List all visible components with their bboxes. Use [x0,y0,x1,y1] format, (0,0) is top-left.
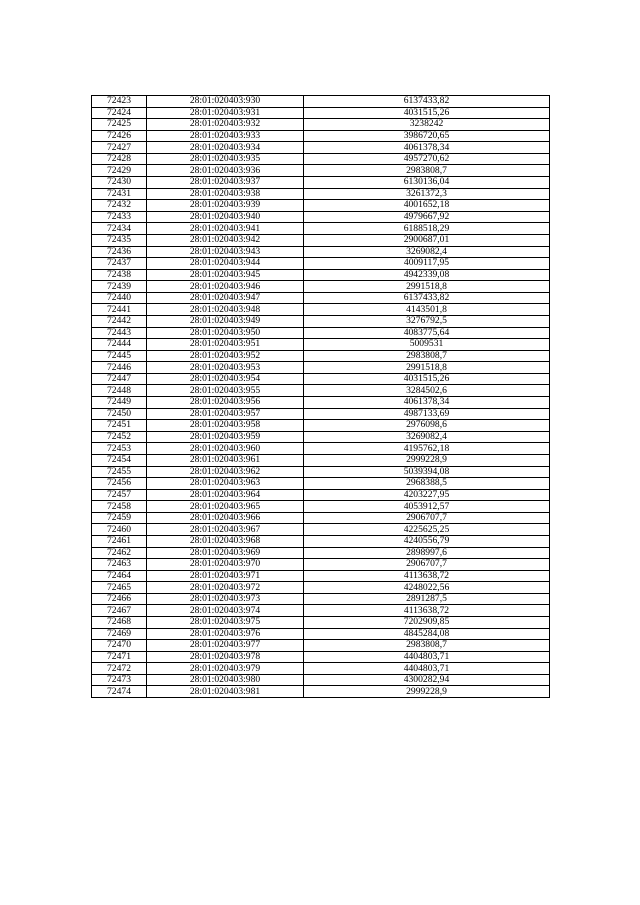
row-number-cell: 72448 [92,385,147,397]
table-row [92,489,550,501]
table-row [92,315,550,327]
cadastral-number-cell: 28:01:020403:981 [147,686,304,698]
table-row [92,96,550,108]
cadastral-value-cell: 3269082,4 [304,246,550,258]
cadastral-number-cell: 28:01:020403:978 [147,651,304,663]
row-number-cell: 72438 [92,269,147,281]
row-number-cell: 72446 [92,362,147,374]
cadastral-number-cell: 28:01:020403:946 [147,281,304,293]
table-row [92,431,550,443]
row-number-cell: 72447 [92,373,147,385]
row-number-cell: 72425 [92,119,147,131]
cadastral-number-cell: 28:01:020403:936 [147,165,304,177]
cadastral-number-cell: 28:01:020403:956 [147,397,304,409]
cadastral-value-cell: 5039394,08 [304,466,550,478]
cadastral-number-cell: 28:01:020403:934 [147,142,304,154]
cadastral-value-cell: 4113638,72 [304,605,550,617]
row-number-cell: 72424 [92,107,147,119]
cadastral-value-cell: 4143501,8 [304,304,550,316]
cadastral-number-cell: 28:01:020403:931 [147,107,304,119]
cadastral-number-cell: 28:01:020403:980 [147,674,304,686]
table-row [92,385,550,397]
cadastral-number-cell: 28:01:020403:964 [147,489,304,501]
table-row [92,327,550,339]
table-row [92,165,550,177]
row-number-cell: 72474 [92,686,147,698]
row-number-cell: 72453 [92,443,147,455]
cadastral-value-cell: 4942339,08 [304,269,550,281]
row-number-cell: 72423 [92,96,147,108]
cadastral-value-cell: 4404803,71 [304,651,550,663]
row-number-cell: 72451 [92,420,147,432]
cadastral-number-cell: 28:01:020403:942 [147,234,304,246]
cadastral-number-cell: 28:01:020403:949 [147,315,304,327]
row-number-cell: 72466 [92,593,147,605]
cadastral-value-cell: 3261372,3 [304,188,550,200]
cadastral-number-cell: 28:01:020403:965 [147,501,304,513]
cadastral-number-cell: 28:01:020403:955 [147,385,304,397]
row-number-cell: 72460 [92,524,147,536]
table-row [92,443,550,455]
cadastral-number-cell: 28:01:020403:966 [147,512,304,524]
row-number-cell: 72468 [92,617,147,629]
row-number-cell: 72437 [92,258,147,270]
cadastral-value-cell: 4404803,71 [304,663,550,675]
row-number-cell: 72464 [92,570,147,582]
table-row [92,177,550,189]
cadastral-value-cell: 4987133,69 [304,408,550,420]
row-number-cell: 72461 [92,535,147,547]
cadastral-number-cell: 28:01:020403:961 [147,454,304,466]
table-row [92,223,550,235]
table-row [92,107,550,119]
cadastral-value-cell: 6130136,04 [304,177,550,189]
cadastral-number-cell: 28:01:020403:968 [147,535,304,547]
cadastral-number-cell: 28:01:020403:957 [147,408,304,420]
cadastral-number-cell: 28:01:020403:950 [147,327,304,339]
cadastral-number-cell: 28:01:020403:959 [147,431,304,443]
cadastral-number-cell: 28:01:020403:943 [147,246,304,258]
row-number-cell: 72443 [92,327,147,339]
row-number-cell: 72472 [92,663,147,675]
row-number-cell: 72465 [92,582,147,594]
row-number-cell: 72429 [92,165,147,177]
cadastral-number-cell: 28:01:020403:974 [147,605,304,617]
cadastral-value-cell: 2983808,7 [304,350,550,362]
cadastral-value-cell: 3284502,6 [304,385,550,397]
row-number-cell: 72433 [92,211,147,223]
cadastral-number-cell: 28:01:020403:969 [147,547,304,559]
table-row [92,373,550,385]
cadastral-value-cell: 6188518,29 [304,223,550,235]
row-number-cell: 72469 [92,628,147,640]
table-row [92,651,550,663]
table-row [92,130,550,142]
table-row [92,420,550,432]
table-row [92,258,550,270]
cadastral-value-cell: 4053912,57 [304,501,550,513]
table-row [92,188,550,200]
cadastral-number-cell: 28:01:020403:952 [147,350,304,362]
table-row [92,397,550,409]
cadastral-number-cell: 28:01:020403:962 [147,466,304,478]
cadastral-value-cell: 2976098,6 [304,420,550,432]
table-row [92,478,550,490]
cadastral-number-cell: 28:01:020403:947 [147,292,304,304]
cadastral-value-cell: 4031515,26 [304,373,550,385]
cadastral-number-cell: 28:01:020403:970 [147,559,304,571]
row-number-cell: 72462 [92,547,147,559]
cadastral-number-cell: 28:01:020403:930 [147,96,304,108]
cadastral-value-cell: 4225625,25 [304,524,550,536]
cadastral-value-cell: 4845284,08 [304,628,550,640]
row-number-cell: 72440 [92,292,147,304]
cadastral-number-cell: 28:01:020403:937 [147,177,304,189]
table-row [92,617,550,629]
table-row [92,200,550,212]
table-row [92,350,550,362]
cadastral-number-cell: 28:01:020403:945 [147,269,304,281]
table-row [92,628,550,640]
cadastral-value-cell: 3276792,5 [304,315,550,327]
row-number-cell: 72450 [92,408,147,420]
table-row [92,246,550,258]
cadastral-number-cell: 28:01:020403:963 [147,478,304,490]
cadastral-value-cell: 2983808,7 [304,165,550,177]
cadastral-number-cell: 28:01:020403:933 [147,130,304,142]
row-number-cell: 72442 [92,315,147,327]
table-row [92,153,550,165]
cadastral-value-cell: 4979667,92 [304,211,550,223]
cadastral-value-cell: 4240556,79 [304,535,550,547]
cadastral-number-cell: 28:01:020403:972 [147,582,304,594]
table-row [92,570,550,582]
table-row [92,686,550,698]
cadastral-number-cell: 28:01:020403:944 [147,258,304,270]
table-row [92,524,550,536]
cadastral-value-cell: 3238242 [304,119,550,131]
cadastral-number-cell: 28:01:020403:960 [147,443,304,455]
row-number-cell: 72432 [92,200,147,212]
cadastral-value-cell: 2900687,01 [304,234,550,246]
table-row [92,535,550,547]
table-row [92,582,550,594]
cadastral-value-table [91,95,550,698]
table-row [92,211,550,223]
row-number-cell: 72435 [92,234,147,246]
table-row [92,593,550,605]
table-row [92,269,550,281]
cadastral-value-cell: 7202909,85 [304,617,550,629]
row-number-cell: 72430 [92,177,147,189]
table-row [92,142,550,154]
cadastral-number-cell: 28:01:020403:939 [147,200,304,212]
cadastral-number-cell: 28:01:020403:935 [147,153,304,165]
table-row [92,466,550,478]
cadastral-value-cell: 2999228,9 [304,454,550,466]
table-row [92,362,550,374]
cadastral-number-cell: 28:01:020403:967 [147,524,304,536]
cadastral-value-cell: 3986720,65 [304,130,550,142]
row-number-cell: 72427 [92,142,147,154]
table-row [92,454,550,466]
cadastral-number-cell: 28:01:020403:975 [147,617,304,629]
cadastral-value-cell: 4113638,72 [304,570,550,582]
table-row [92,234,550,246]
cadastral-value-cell: 2898997,6 [304,547,550,559]
cadastral-number-cell: 28:01:020403:948 [147,304,304,316]
cadastral-value-cell: 4300282,94 [304,674,550,686]
row-number-cell: 72458 [92,501,147,513]
row-number-cell: 72467 [92,605,147,617]
table-row [92,547,550,559]
table-row [92,292,550,304]
cadastral-value-cell: 2983808,7 [304,640,550,652]
table-row [92,501,550,513]
cadastral-number-cell: 28:01:020403:958 [147,420,304,432]
row-number-cell: 72457 [92,489,147,501]
row-number-cell: 72454 [92,454,147,466]
table-row [92,605,550,617]
table-row [92,339,550,351]
row-number-cell: 72441 [92,304,147,316]
row-number-cell: 72431 [92,188,147,200]
cadastral-value-cell: 2906707,7 [304,512,550,524]
cadastral-number-cell: 28:01:020403:953 [147,362,304,374]
cadastral-value-cell: 6137433,82 [304,96,550,108]
cadastral-value-cell: 2999228,9 [304,686,550,698]
table-container [91,95,549,698]
row-number-cell: 72439 [92,281,147,293]
cadastral-number-cell: 28:01:020403:977 [147,640,304,652]
row-number-cell: 72470 [92,640,147,652]
cadastral-value-cell: 4083775,64 [304,327,550,339]
row-number-cell: 72426 [92,130,147,142]
cadastral-value-cell: 2991518,8 [304,362,550,374]
cadastral-value-cell: 4248022,56 [304,582,550,594]
cadastral-value-cell: 4009117,95 [304,258,550,270]
table-row [92,559,550,571]
table-row [92,674,550,686]
row-number-cell: 72434 [92,223,147,235]
cadastral-value-cell: 4957270,62 [304,153,550,165]
cadastral-value-cell: 4001652,18 [304,200,550,212]
table-body [92,96,550,698]
cadastral-value-cell: 2891287,5 [304,593,550,605]
table-row [92,640,550,652]
table-row [92,408,550,420]
cadastral-value-cell: 2906707,7 [304,559,550,571]
row-number-cell: 72463 [92,559,147,571]
cadastral-number-cell: 28:01:020403:971 [147,570,304,582]
row-number-cell: 72449 [92,397,147,409]
cadastral-value-cell: 4061378,34 [304,142,550,154]
cadastral-number-cell: 28:01:020403:954 [147,373,304,385]
cadastral-number-cell: 28:01:020403:951 [147,339,304,351]
table-row [92,119,550,131]
cadastral-number-cell: 28:01:020403:973 [147,593,304,605]
cadastral-value-cell: 2991518,8 [304,281,550,293]
row-number-cell: 72471 [92,651,147,663]
row-number-cell: 72459 [92,512,147,524]
table-row [92,281,550,293]
cadastral-value-cell: 4195762,18 [304,443,550,455]
table-row [92,512,550,524]
cadastral-number-cell: 28:01:020403:979 [147,663,304,675]
cadastral-value-cell: 4203227,95 [304,489,550,501]
cadastral-value-cell: 5009531 [304,339,550,351]
cadastral-value-cell: 4031515,26 [304,107,550,119]
cadastral-number-cell: 28:01:020403:932 [147,119,304,131]
row-number-cell: 72455 [92,466,147,478]
row-number-cell: 72436 [92,246,147,258]
cadastral-number-cell: 28:01:020403:941 [147,223,304,235]
cadastral-number-cell: 28:01:020403:976 [147,628,304,640]
table-row [92,304,550,316]
cadastral-value-cell: 3269082,4 [304,431,550,443]
cadastral-value-cell: 6137433,82 [304,292,550,304]
cadastral-number-cell: 28:01:020403:940 [147,211,304,223]
row-number-cell: 72456 [92,478,147,490]
table-row [92,663,550,675]
row-number-cell: 72445 [92,350,147,362]
row-number-cell: 72444 [92,339,147,351]
cadastral-value-cell: 2968388,5 [304,478,550,490]
cadastral-number-cell: 28:01:020403:938 [147,188,304,200]
row-number-cell: 72473 [92,674,147,686]
cadastral-value-cell: 4061378,34 [304,397,550,409]
row-number-cell: 72428 [92,153,147,165]
row-number-cell: 72452 [92,431,147,443]
